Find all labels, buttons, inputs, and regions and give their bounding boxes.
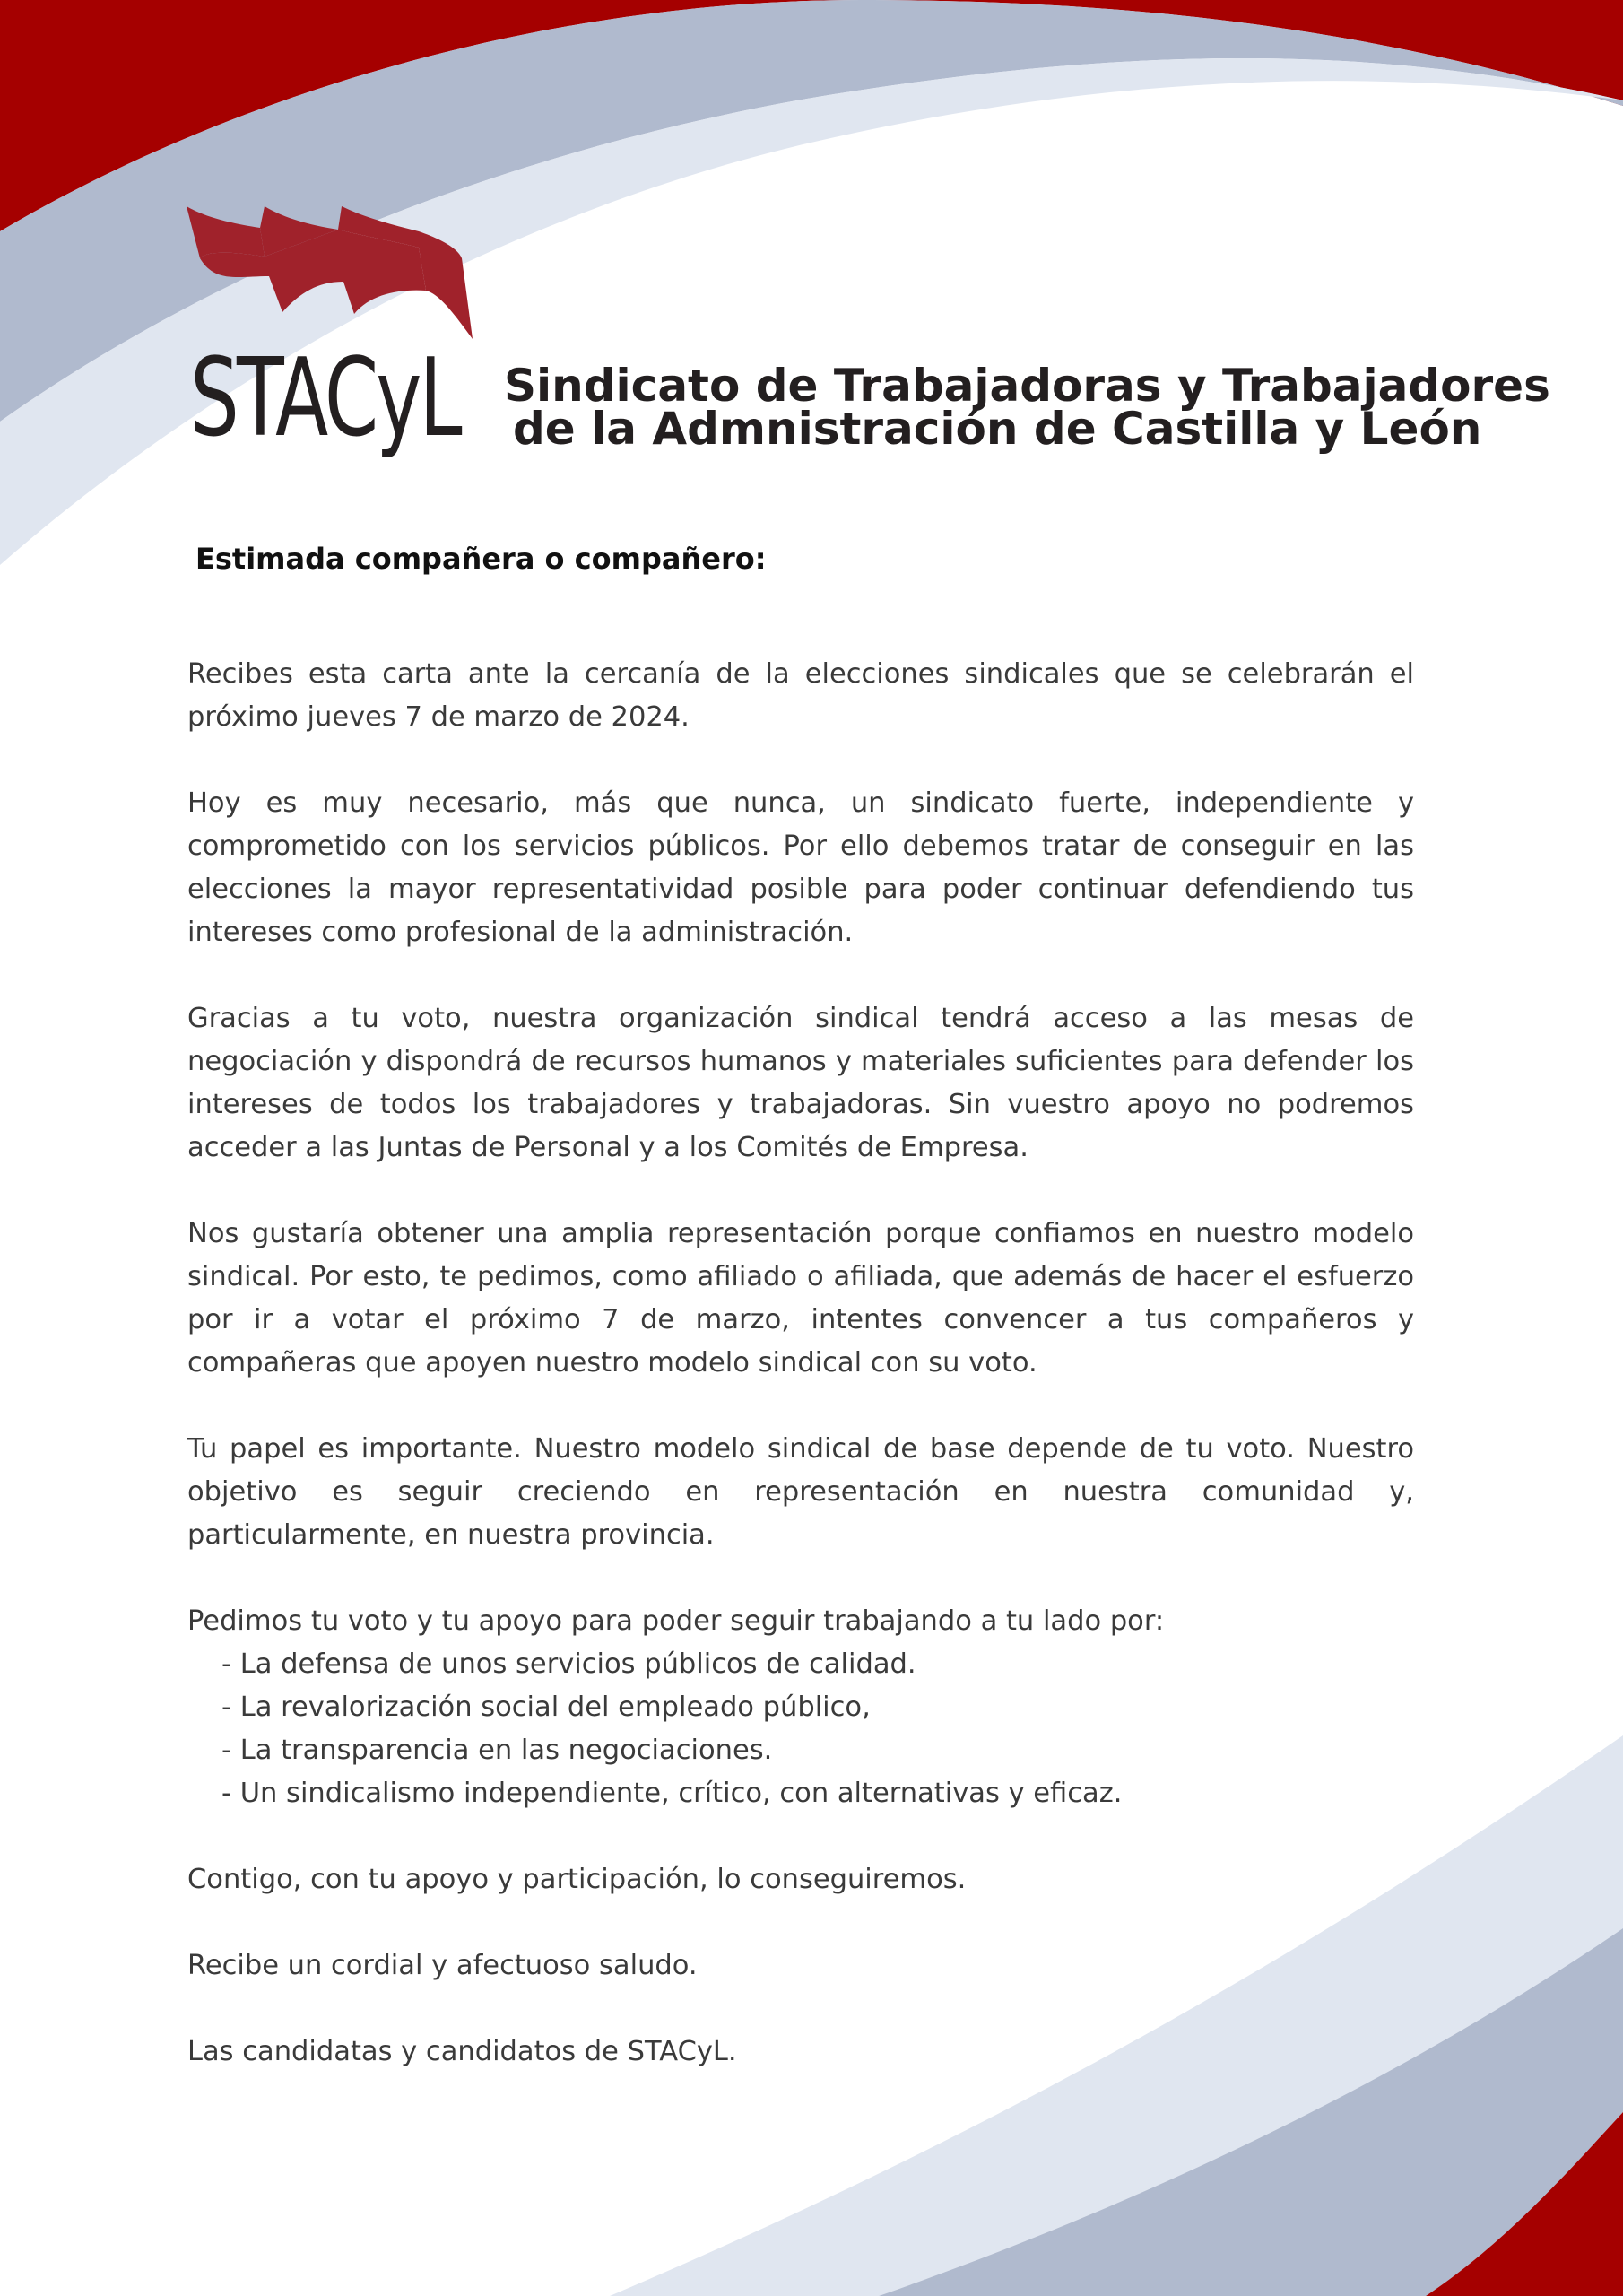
list-item: - La defensa de unos servicios públicos de calidad.	[221, 1648, 916, 1680]
demands-list	[187, 1643, 1414, 1815]
list-item: - La transparencia en las negociaciones.	[221, 1735, 773, 1766]
organization-name-line1: Sindicato de Trabajadoras y Trabajadores	[504, 360, 1550, 412]
list-item: - La revalorización social del empleado público,	[221, 1692, 871, 1723]
stacyl-flag-logo	[184, 204, 475, 341]
farewell-line: Recibe un cordial y afectuoso saludo.	[187, 1950, 698, 1981]
organization-name-line2: de la Admnistración de Castilla y León	[513, 403, 1482, 455]
stacyl-wordmark: STACyL	[190, 336, 460, 461]
letter-body	[187, 653, 1414, 2117]
list-item: - Un sindicalismo independiente, crítico, con alternativas y eficaz.	[221, 1778, 1123, 1809]
letter-paragraph: Hoy es muy necesario, más que nunca, un sindicato fuerte, independiente y comprometido con los servicios públicos. Por ello debemos tratar de conseguir en las elecciones la mayor representatividad posible para poder continuar defendiendo tus intereses como profesional de la administración.	[187, 787, 1414, 948]
list-intro: Pedimos tu voto y tu apoyo para poder seguir trabajando a tu lado por:	[187, 1605, 1165, 1637]
letter-paragraph: Gracias a tu voto, nuestra organización sindical tendrá acceso a las mesas de negociación y dispondrá de recursos humanos y materiales suficientes para defender los intereses de todos los trabajadores y trabajadoras. Sin vuestro apoyo no podremos acceder a las Juntas de Personal y a los Comités de Empresa.	[187, 1003, 1414, 1163]
letter-paragraph: Nos gustaría obtener una amplia representación porque confiamos en nuestro modelo sindical. Por esto, te pedimos, como afiliado o afiliada, que además de hacer el esfuerzo por ir a votar el próximo 7 de marzo, intentes convencer a tus compañeros y compañeras que apoyen nuestro modelo sindical con su voto.	[187, 1218, 1414, 1378]
letter-paragraph: Tu papel es importante. Nuestro modelo sindical de base depende de tu voto. Nuestro objetivo es seguir creciendo en representación en nuestra comunidad y, particularmente, en nuestra provincia.	[187, 1433, 1414, 1551]
closing-line: Contigo, con tu apoyo y participación, lo conseguiremos.	[187, 1864, 967, 1895]
letter-greeting: Estimada compañera o compañero:	[195, 542, 767, 576]
organization-name	[504, 360, 1550, 455]
signature-line: Las candidatas y candidatos de STACyL.	[187, 2036, 737, 2067]
letter-paragraph: Recibes esta carta ante la cercanía de la elecciones sindicales que se celebrarán el próximo jueves 7 de marzo de 2024.	[187, 658, 1414, 733]
